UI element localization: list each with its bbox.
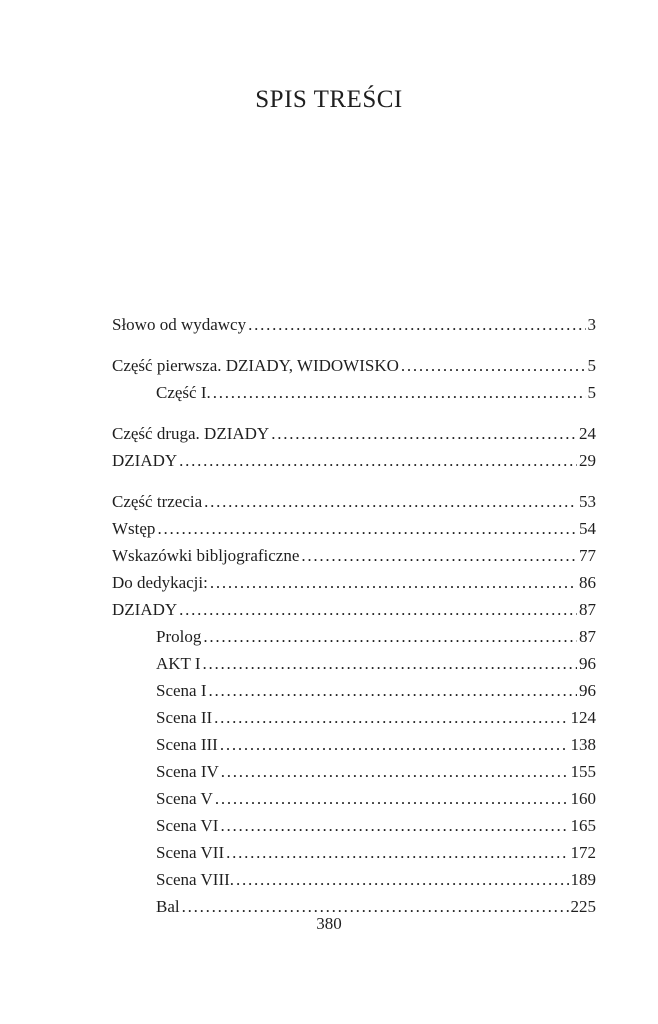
toc-entry-prolog: [112, 623, 596, 650]
toc-entry-czesc-druga: [112, 420, 596, 447]
toc-entry-scena-ii: [112, 704, 596, 731]
toc-entry-label: Do dedykacji:: [112, 573, 208, 592]
toc-entry-page: 87: [579, 600, 596, 619]
toc-entry-page: 172: [570, 843, 596, 862]
toc-entry-scena-vi: [112, 812, 596, 839]
toc-entry-page: 96: [579, 681, 596, 700]
toc-entry-label: Scena II: [156, 708, 213, 727]
toc-entry-slowo-od-wydawcy: [112, 311, 596, 338]
page-title: SPIS TREŚCI: [255, 86, 403, 113]
toc-entry-page: 138: [570, 735, 596, 754]
dot-leader: [248, 311, 585, 338]
dot-leader: [203, 650, 577, 677]
toc-entry-label: Scena VIII.: [156, 870, 235, 889]
dot-leader: [220, 731, 569, 758]
toc-entry-label: DZIADY: [112, 451, 178, 470]
toc-entry-label: Wstęp: [112, 519, 156, 538]
toc-entry-label: Scena VII: [156, 843, 225, 862]
toc-entry-label: Część trzecia: [112, 492, 203, 511]
toc-entry-wstep: [112, 515, 596, 542]
toc-entry-czesc-pierwsza: [112, 352, 596, 379]
dot-leader: [401, 352, 586, 379]
toc-entry-label: Bal: [156, 897, 180, 916]
dot-leader: [226, 839, 568, 866]
page-number: 380: [316, 914, 342, 933]
dot-leader: [179, 596, 577, 623]
toc-entry-label: Prolog: [156, 627, 202, 646]
toc-entry-page: 225: [570, 897, 596, 916]
toc-entry-scena-vii: [112, 839, 596, 866]
dot-leader: [213, 379, 586, 406]
toc-entry-czesc-i: [112, 379, 596, 406]
dot-leader: [215, 785, 569, 812]
dot-leader: [210, 569, 577, 596]
dot-leader: [236, 866, 568, 893]
toc-entry-page: 5: [587, 383, 596, 402]
toc-entry-akt-i: [112, 650, 596, 677]
toc-entry-page: 165: [570, 816, 596, 835]
toc-entry-page: 124: [570, 708, 596, 727]
toc-entry-label: Scena III: [156, 735, 218, 754]
toc-entry-dziady: [112, 447, 596, 474]
toc-entry-label: Scena V: [156, 789, 213, 808]
dot-leader: [157, 515, 577, 542]
table-of-contents: [112, 311, 596, 920]
toc-entry-czesc-trzecia: [112, 488, 596, 515]
dot-leader: [301, 542, 577, 569]
toc-entry-scena-iii: [112, 731, 596, 758]
toc-entry-dziady-2: [112, 596, 596, 623]
dot-leader: [221, 758, 569, 785]
toc-entry-label: Część I.: [156, 383, 211, 402]
dot-leader: [220, 812, 568, 839]
toc-entry-page: 160: [570, 789, 596, 808]
dot-leader: [179, 447, 577, 474]
toc-entry-label: Część druga. DZIADY: [112, 424, 270, 443]
toc-entry-page: 77: [579, 546, 596, 565]
toc-entry-label: Scena VI: [156, 816, 219, 835]
dot-leader: [204, 488, 577, 515]
toc-entry-label: DZIADY: [112, 600, 178, 619]
dot-leader: [203, 623, 577, 650]
toc-entry-scena-iv: [112, 758, 596, 785]
toc-entry-page: 54: [579, 519, 596, 538]
toc-entry-scena-viii: [112, 866, 596, 893]
toc-entry-label: AKT I: [156, 654, 201, 673]
toc-entry-page: 3: [587, 315, 596, 334]
toc-entry-label: Wskazówki bibljograficzne: [112, 546, 300, 565]
toc-entry-page: 155: [570, 762, 596, 781]
dot-leader: [209, 677, 577, 704]
toc-entry-page: 24: [579, 424, 596, 443]
toc-entry-wskazowki: [112, 542, 596, 569]
toc-entry-page: 29: [579, 451, 596, 470]
toc-entry-page: 53: [579, 492, 596, 511]
toc-entry-label: Scena I: [156, 681, 207, 700]
toc-entry-page: 189: [570, 870, 596, 889]
toc-entry-do-dedykacji: [112, 569, 596, 596]
toc-entry-label: Słowo od wydawcy: [112, 315, 247, 334]
toc-entry-label: Scena IV: [156, 762, 219, 781]
toc-entry-page: 86: [579, 573, 596, 592]
dot-leader: [214, 704, 568, 731]
toc-entry-page: 5: [587, 356, 596, 375]
toc-entry-scena-i: [112, 677, 596, 704]
dot-leader: [271, 420, 577, 447]
toc-entry-page: 96: [579, 654, 596, 673]
toc-entry-label: Część pierwsza. DZIADY, WIDOWISKO: [112, 356, 399, 375]
toc-entry-page: 87: [579, 627, 596, 646]
toc-entry-scena-v: [112, 785, 596, 812]
